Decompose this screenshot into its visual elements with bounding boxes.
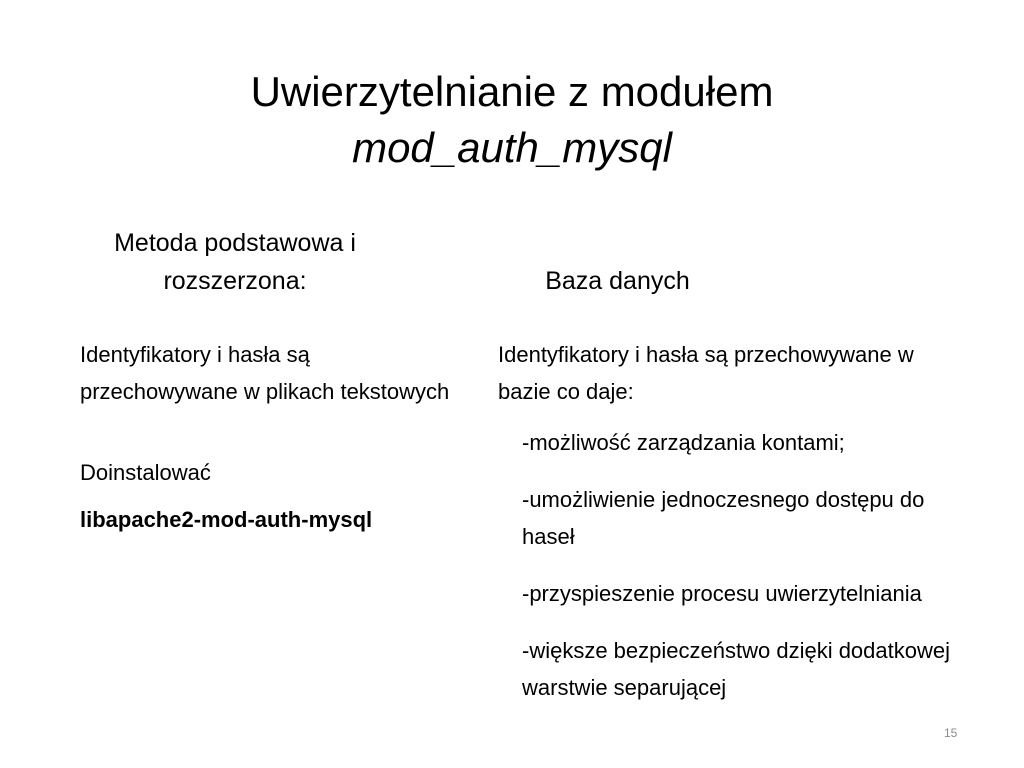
package-name: libapache2-mod-auth-mysql: [80, 507, 373, 532]
right-column-paragraph: Identyfikatory i hasła są przechowywane w bazie co daje:: [498, 342, 914, 404]
list-item: -przyspieszenie procesu uwierzytelniania: [522, 581, 922, 606]
slide-title: [0, 64, 1024, 176]
title-line-1: Uwierzytelnianie z modułem: [250, 68, 774, 116]
spacer: [80, 410, 470, 454]
list-item: -możliwość zarządzania kontami;: [522, 430, 845, 455]
list-item: -większe bezpieczeństwo dzięki dodatkowej warstwie separującej: [522, 638, 950, 700]
title-line-2-module-name: mod_auth_mysql: [352, 124, 672, 172]
install-label: Doinstalować: [80, 460, 211, 485]
left-column-body: [80, 336, 470, 538]
left-column-paragraph: Identyfikatory i hasła są przechowywane w plikach tekstowych: [80, 342, 450, 404]
slide-number: 15: [944, 726, 958, 740]
right-column-body: [498, 336, 968, 726]
list-item: -umożliwienie jednoczesnego dostępu do haseł: [522, 487, 925, 549]
benefits-list: [522, 424, 968, 706]
left-column-heading: Metoda podstawowa i rozszerzona:: [114, 229, 356, 295]
right-column-heading: Baza danych: [545, 267, 690, 295]
